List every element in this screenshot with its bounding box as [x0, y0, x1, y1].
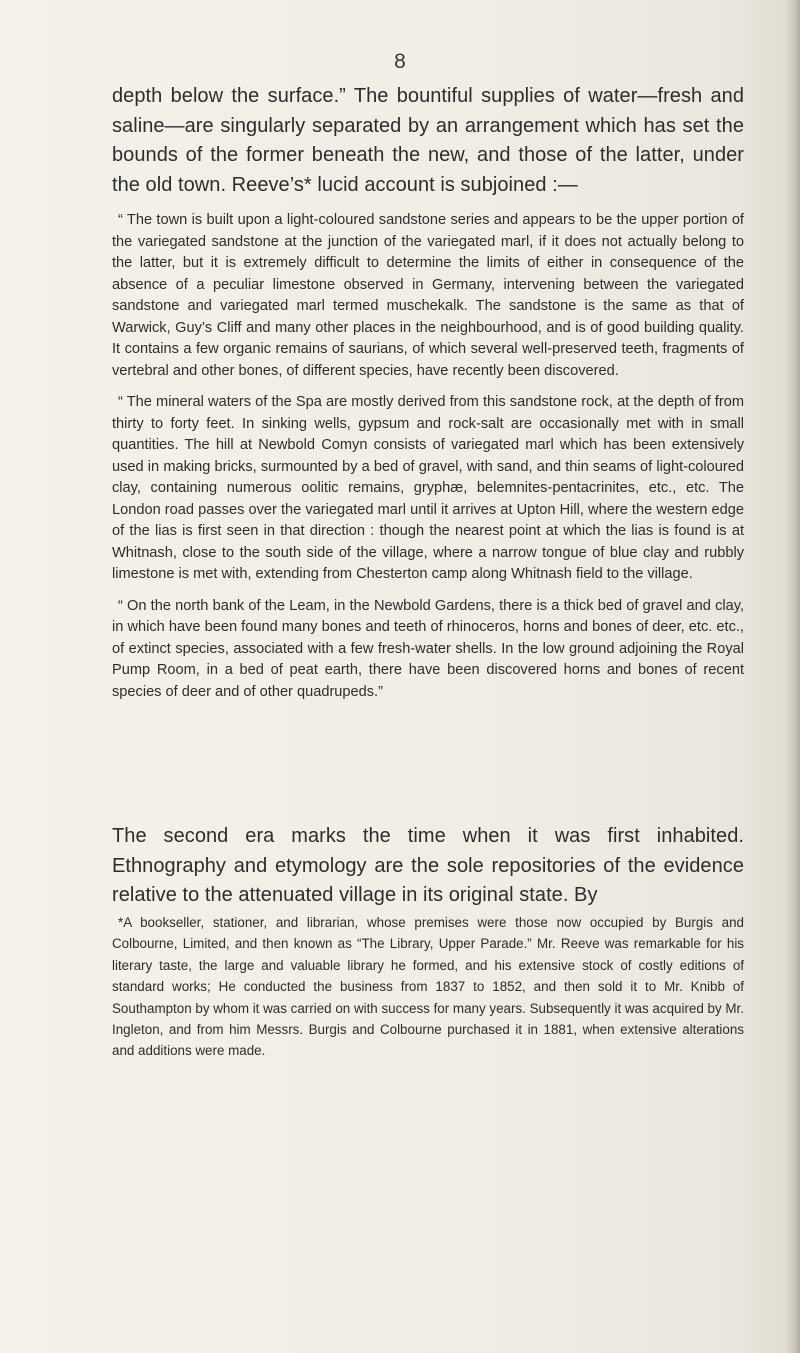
quoted-account — [112, 210, 744, 703]
quote-paragraph-1: “ The town is built upon a light-coloured sandstone series and appears to be the upper portion of the variegated sandstone at the junction of the variegated marl, if it does not actually belong to the latter, but it is extremely difficult to determine the limits of either in consequence of the absence of a peculiar limestone observed in Germany, intervening between the variegated sandstone and variegated marl termed muschekalk. The sandstone is the same as that of Warwick, Guy’s Cliff and many other places in the neighbourhood, and is of good building quality. It contains a few organic remains of saurians, of which several well-preserved teeth, fragments of vertebral and other bones, of different species, have recently been discovered. — [112, 212, 744, 379]
second-era-text: The second era marks the time when it was first inhabited. Ethnography and etymology are the sole repositories of the evidence relative to the attenuated village in its original state. By — [112, 825, 744, 907]
quote-paragraph-3: “ On the north bank of the Leam, in the Newbold Gardens, there is a thick bed of gravel and clay, in which have been found many bones and teeth of rhinoceros, horns and bones of deer, etc. etc., of extinct species, associated with a few fresh-water shells. In the low ground adjoining the Royal Pump Room, in a bed of peat earth, there have been discovered horns and bones of recent species of deer and of other quadrupeds.” — [112, 597, 744, 700]
second-era-paragraph — [112, 822, 744, 911]
intro-paragraph — [112, 82, 744, 200]
footnote-text: *A bookseller, stationer, and librarian, whose premises were those now occupied by Burgis and Colbourne, Limited, and then known as “The Library, Upper Parade.” Mr. Reeve was remarkable for his literary taste, the large and valuable library he formed, and his extensive stock of costly editions of standard works; He conducted the business from 1837 to 1852, and then sold it to Mr. Knibb of Southampton by whom it was carried on with success for many years. Subsequently it was acquired by Mr. Ingleton, and from him Messrs. Burgis and Colbourne purchased it in 1881, when extensive alterations and additions were made. — [112, 915, 744, 1059]
page-number: 8 — [394, 50, 406, 73]
footnote — [112, 912, 744, 1062]
page-edge-shadow — [786, 0, 800, 1353]
quote-paragraph-2: “ The mineral waters of the Spa are mostly derived from this sandstone rock, at the depth of from thirty to forty feet. In sinking wells, gypsum and rock-salt are occasionally met with in small quantities. The hill at Newbold Comyn consists of variegated marl which has been extensively used in making bricks, surmounted by a bed of gravel, with sand, and thin seams of light-coloured clay, containing numerous oolitic remains, gryphæ, belemnites-pentacrinites, etc., etc. The London road passes over the variegated marl until it arrives at Upton Hill, where the western edge of the lias is first seen in that direction : though the nearest point at which the lias is found is at Whitnash, close to the south side of the village, where a narrow tongue of blue clay and rubbly limestone is met with, extending from Chesterton camp along Whitnash field to the village. — [112, 394, 744, 582]
intro-text: depth below the surface.” The bountiful supplies of water—fresh and saline—are singularly separated by an arrangement which has set the bounds of the former beneath the new, and those of the latter, under the old town. Reeve’s* lucid account is subjoined :— — [112, 85, 744, 196]
